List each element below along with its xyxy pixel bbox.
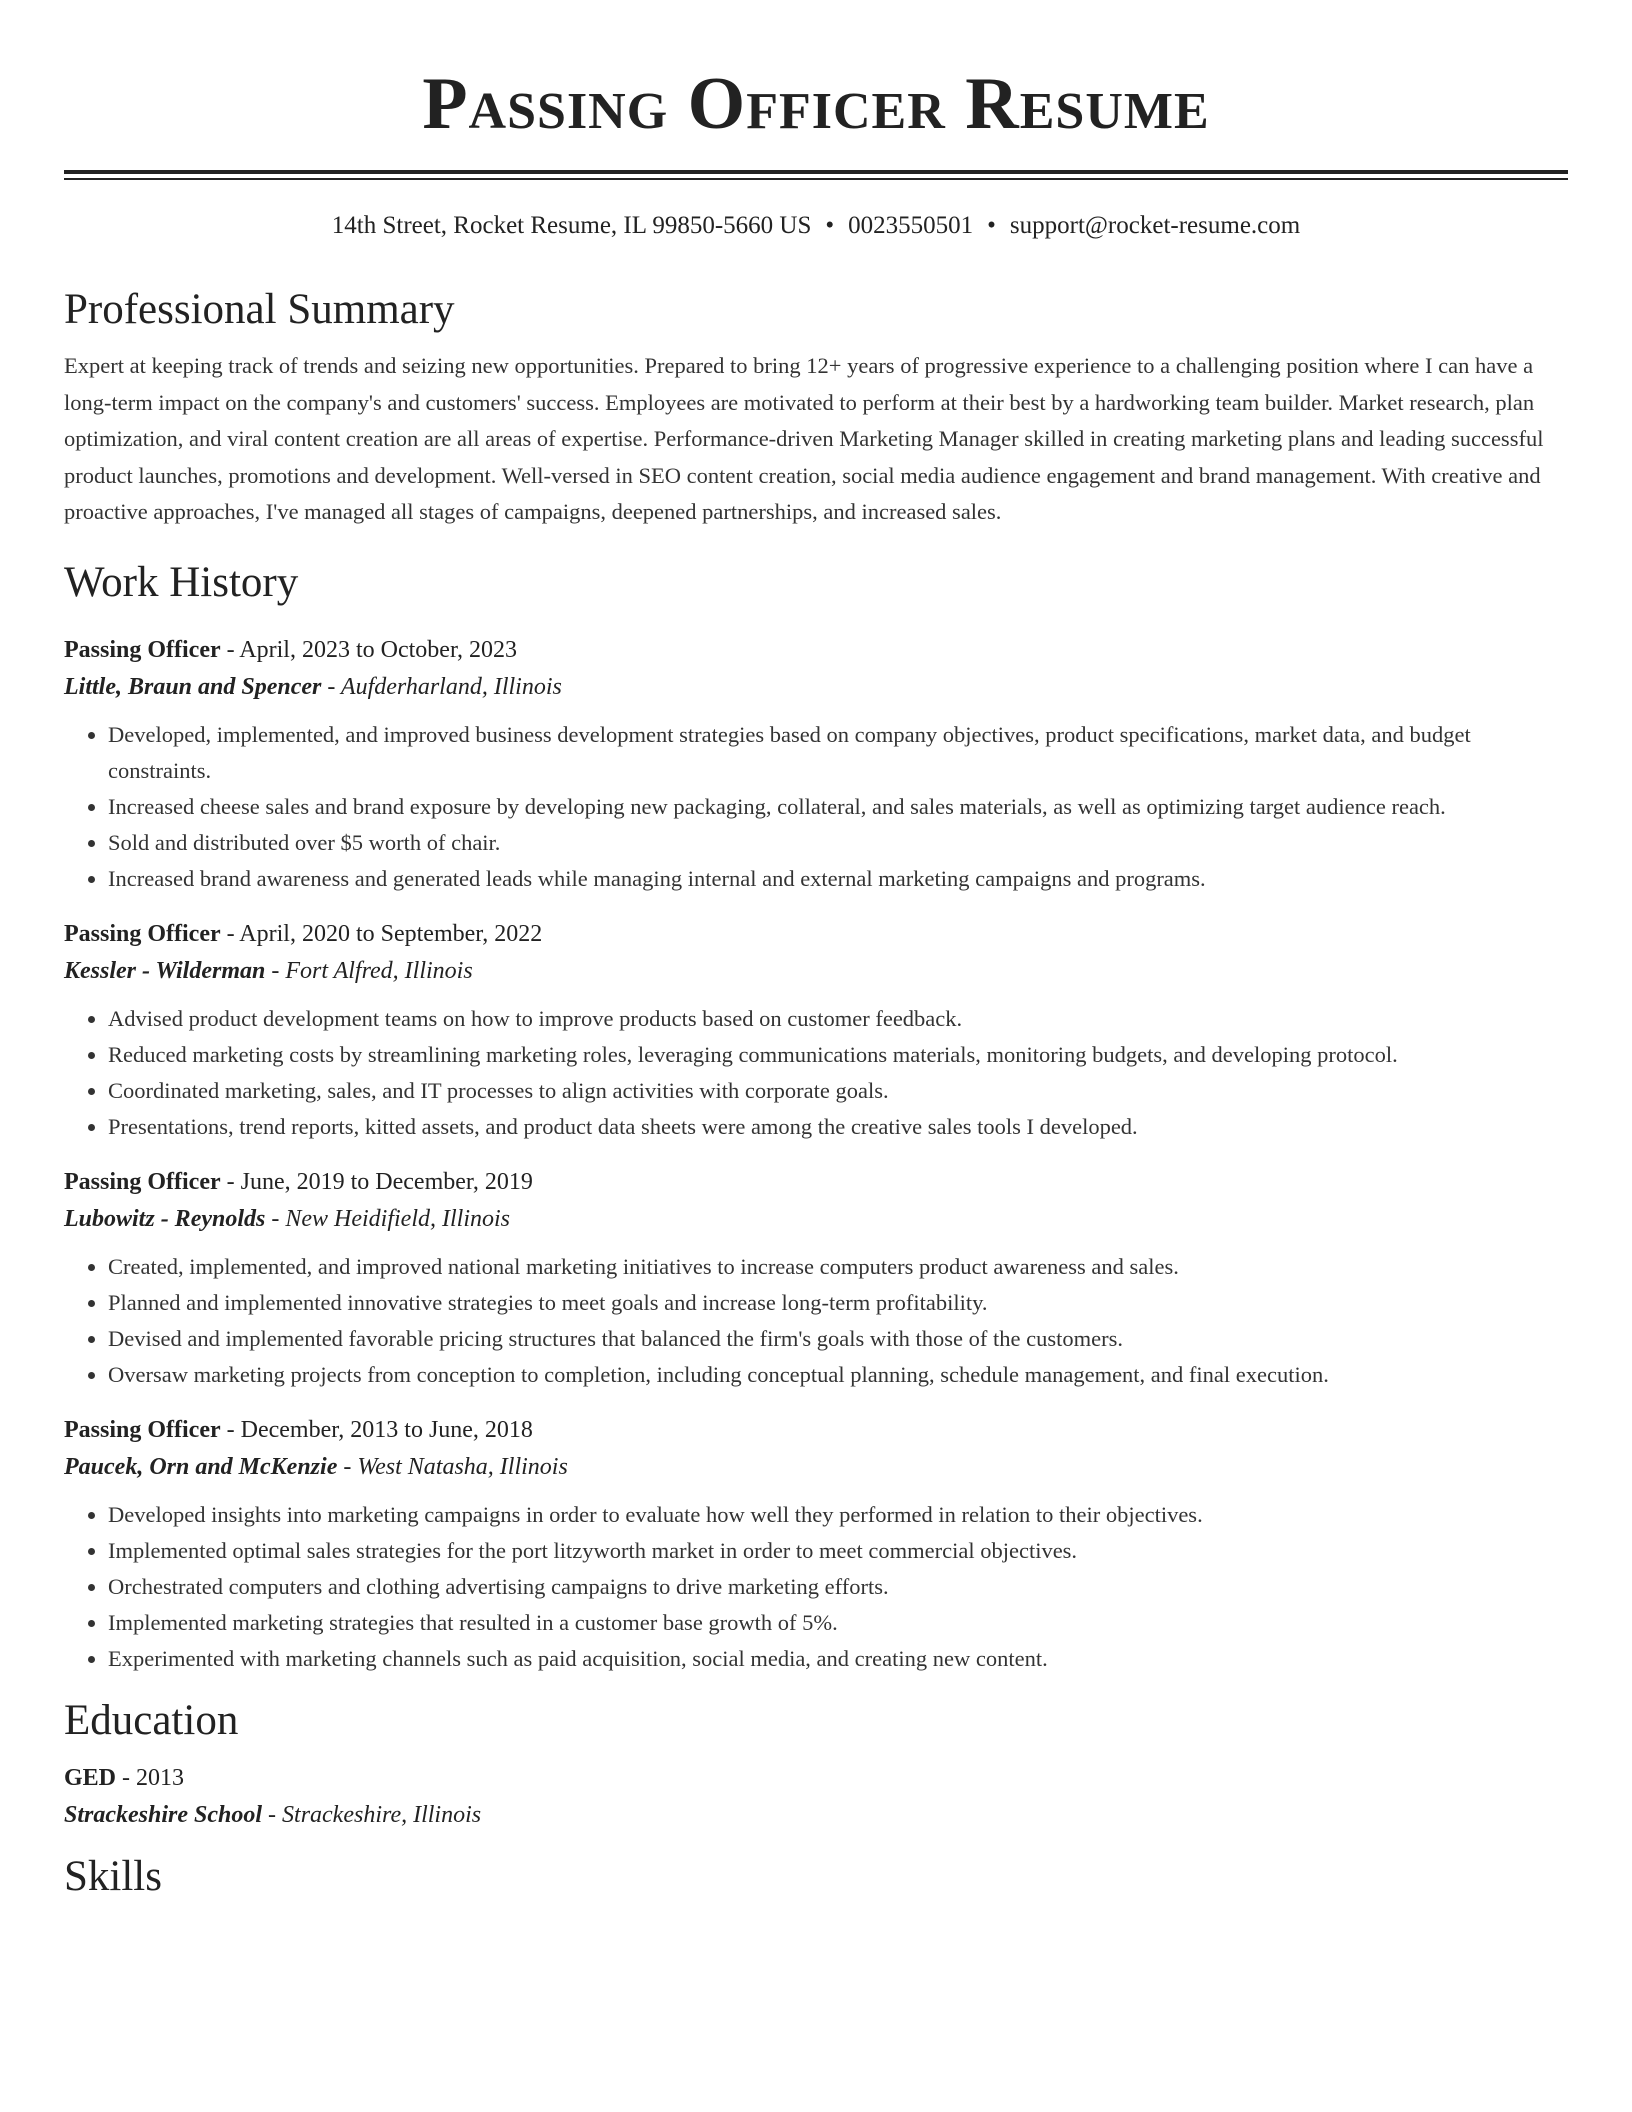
education-school: Strackeshire School (64, 1801, 263, 1828)
job-entry (64, 633, 1568, 897)
duty-item: • Increased cheese sales and brand exposure by developing new packaging, collateral, and sales materials, as well as optimizing target audience reach. (108, 789, 1568, 825)
summary-heading: Professional Summary (64, 286, 455, 333)
duty-item: • Devised and implemented favorable pricing structures that balanced the firm's goals with those of the customers. (108, 1321, 1568, 1357)
education-location: - Strackeshire, Illinois (262, 1801, 482, 1828)
job-duties-list (64, 717, 1568, 897)
job-duties-list (64, 1497, 1568, 1677)
job-dates: - June, 2019 to December, 2019 (220, 1168, 533, 1195)
work-history-heading: Work History (64, 558, 299, 606)
contact-separator: • (987, 212, 996, 239)
job-company-line (64, 951, 1568, 991)
job-company: Lubowitz - Reynolds (64, 1205, 266, 1232)
job-company: Little, Braun and Spencer (64, 673, 322, 700)
contact-phone: 0023550501 (848, 212, 974, 239)
title-divider-thick (64, 170, 1568, 174)
duty-item: • Implemented optimal sales strategies for the port litzyworth market in order to meet commercial objectives. (108, 1533, 1568, 1569)
job-role: Passing Officer (64, 920, 221, 947)
job-title-line (64, 1165, 1568, 1199)
duty-item: • Oversaw marketing projects from conception to completion, including conceptual planning, schedule management, and final execution. (108, 1357, 1568, 1393)
job-company-line (64, 1199, 1568, 1239)
duty-item: • Reduced marketing costs by streamlining marketing roles, leveraging communications materials, monitoring budgets, and developing protocol. (108, 1037, 1568, 1073)
duty-item: • Developed, implemented, and improved business development strategies based on company objectives, product specifications, market data, and budget constraints. (108, 717, 1568, 789)
education-degree-line (64, 1761, 1568, 1795)
job-title-line (64, 633, 1568, 667)
duty-item: • Created, implemented, and improved national marketing initiatives to increase computers product awareness and sales. (108, 1249, 1568, 1285)
job-entry (64, 1165, 1568, 1393)
job-role: Passing Officer (64, 1416, 221, 1443)
contact-email: support@rocket-resume.com (1009, 212, 1301, 239)
skills-heading: Skills (64, 1852, 162, 1900)
job-location: - Aufderharland, Illinois (321, 673, 562, 700)
title-divider-thin (64, 178, 1568, 180)
duty-item: • Implemented marketing strategies that resulted in a customer base growth of 5%. (108, 1605, 1568, 1641)
job-company: Kessler - Wilderman (64, 957, 266, 984)
job-dates: - April, 2020 to September, 2022 (220, 920, 543, 947)
job-entry (64, 917, 1568, 1145)
contact-line (64, 208, 1568, 244)
job-title-line (64, 917, 1568, 951)
duty-item: • Increased brand awareness and generated leads while managing internal and external marketing campaigns and programs. (108, 861, 1568, 897)
education-year: - 2013 (116, 1764, 185, 1791)
summary-text: Expert at keeping track of trends and seizing new opportunities. Prepared to bring 12+ years of progressive experience to a challenging position where I can have a long-term impact on the company's and customers' success. Employees are motivated to perform at their best by a hardworking team builder. Market research, plan optimization, and viral content creation are all areas of expertise. Performance-driven Marketing Manager skilled in creating marketing plans and leading successful product launches, promotions and development. Well-versed in SEO content creation, social media audience engagement and brand management. With creative and proactive approaches, I've managed all stages of campaigns, deepened partnerships, and increased sales. (64, 353, 1544, 524)
duty-item: • Planned and implemented innovative strategies to meet goals and increase long-term profitability. (108, 1285, 1568, 1321)
resume-page (64, 0, 1568, 1903)
job-role: Passing Officer (64, 1168, 221, 1195)
job-location: - West Natasha, Illinois (337, 1453, 568, 1480)
duty-item: • Orchestrated computers and clothing advertising campaigns to drive marketing efforts. (108, 1569, 1568, 1605)
duty-item: • Coordinated marketing, sales, and IT processes to align activities with corporate goals. (108, 1073, 1568, 1109)
job-company-line (64, 1447, 1568, 1487)
job-location: - Fort Alfred, Illinois (265, 957, 473, 984)
job-company: Paucek, Orn and McKenzie (64, 1453, 338, 1480)
education-school-line (64, 1795, 1568, 1835)
job-duties-list (64, 1249, 1568, 1393)
contact-address: 14th Street, Rocket Resume, IL 99850-5660 US (331, 212, 812, 239)
education-heading: Education (64, 1696, 239, 1744)
job-dates: - December, 2013 to June, 2018 (220, 1416, 533, 1443)
job-dates: - April, 2023 to October, 2023 (220, 636, 517, 663)
job-title-line (64, 1413, 1568, 1447)
contact-separator: • (825, 212, 835, 239)
duty-item: • Presentations, trend reports, kitted assets, and product data sheets were among the creative sales tools I developed. (108, 1109, 1568, 1145)
job-duties-list (64, 1001, 1568, 1145)
duty-item: • Sold and distributed over $5 worth of chair. (108, 825, 1568, 861)
education-degree: GED (64, 1764, 117, 1791)
job-role: Passing Officer (64, 636, 221, 663)
job-location: - New Heidifield, Illinois (265, 1205, 510, 1232)
education-entry (64, 1761, 1568, 1835)
job-company-line (64, 667, 1568, 707)
job-entry (64, 1413, 1568, 1677)
duty-item: • Experimented with marketing channels such as paid acquisition, social media, and creating new content. (108, 1641, 1568, 1677)
resume-title: Passing Officer Resume (422, 63, 1210, 145)
duty-item: • Advised product development teams on how to improve products based on customer feedback. (108, 1001, 1568, 1037)
duty-item: • Developed insights into marketing campaigns in order to evaluate how well they performed in relation to their objectives. (108, 1497, 1568, 1533)
